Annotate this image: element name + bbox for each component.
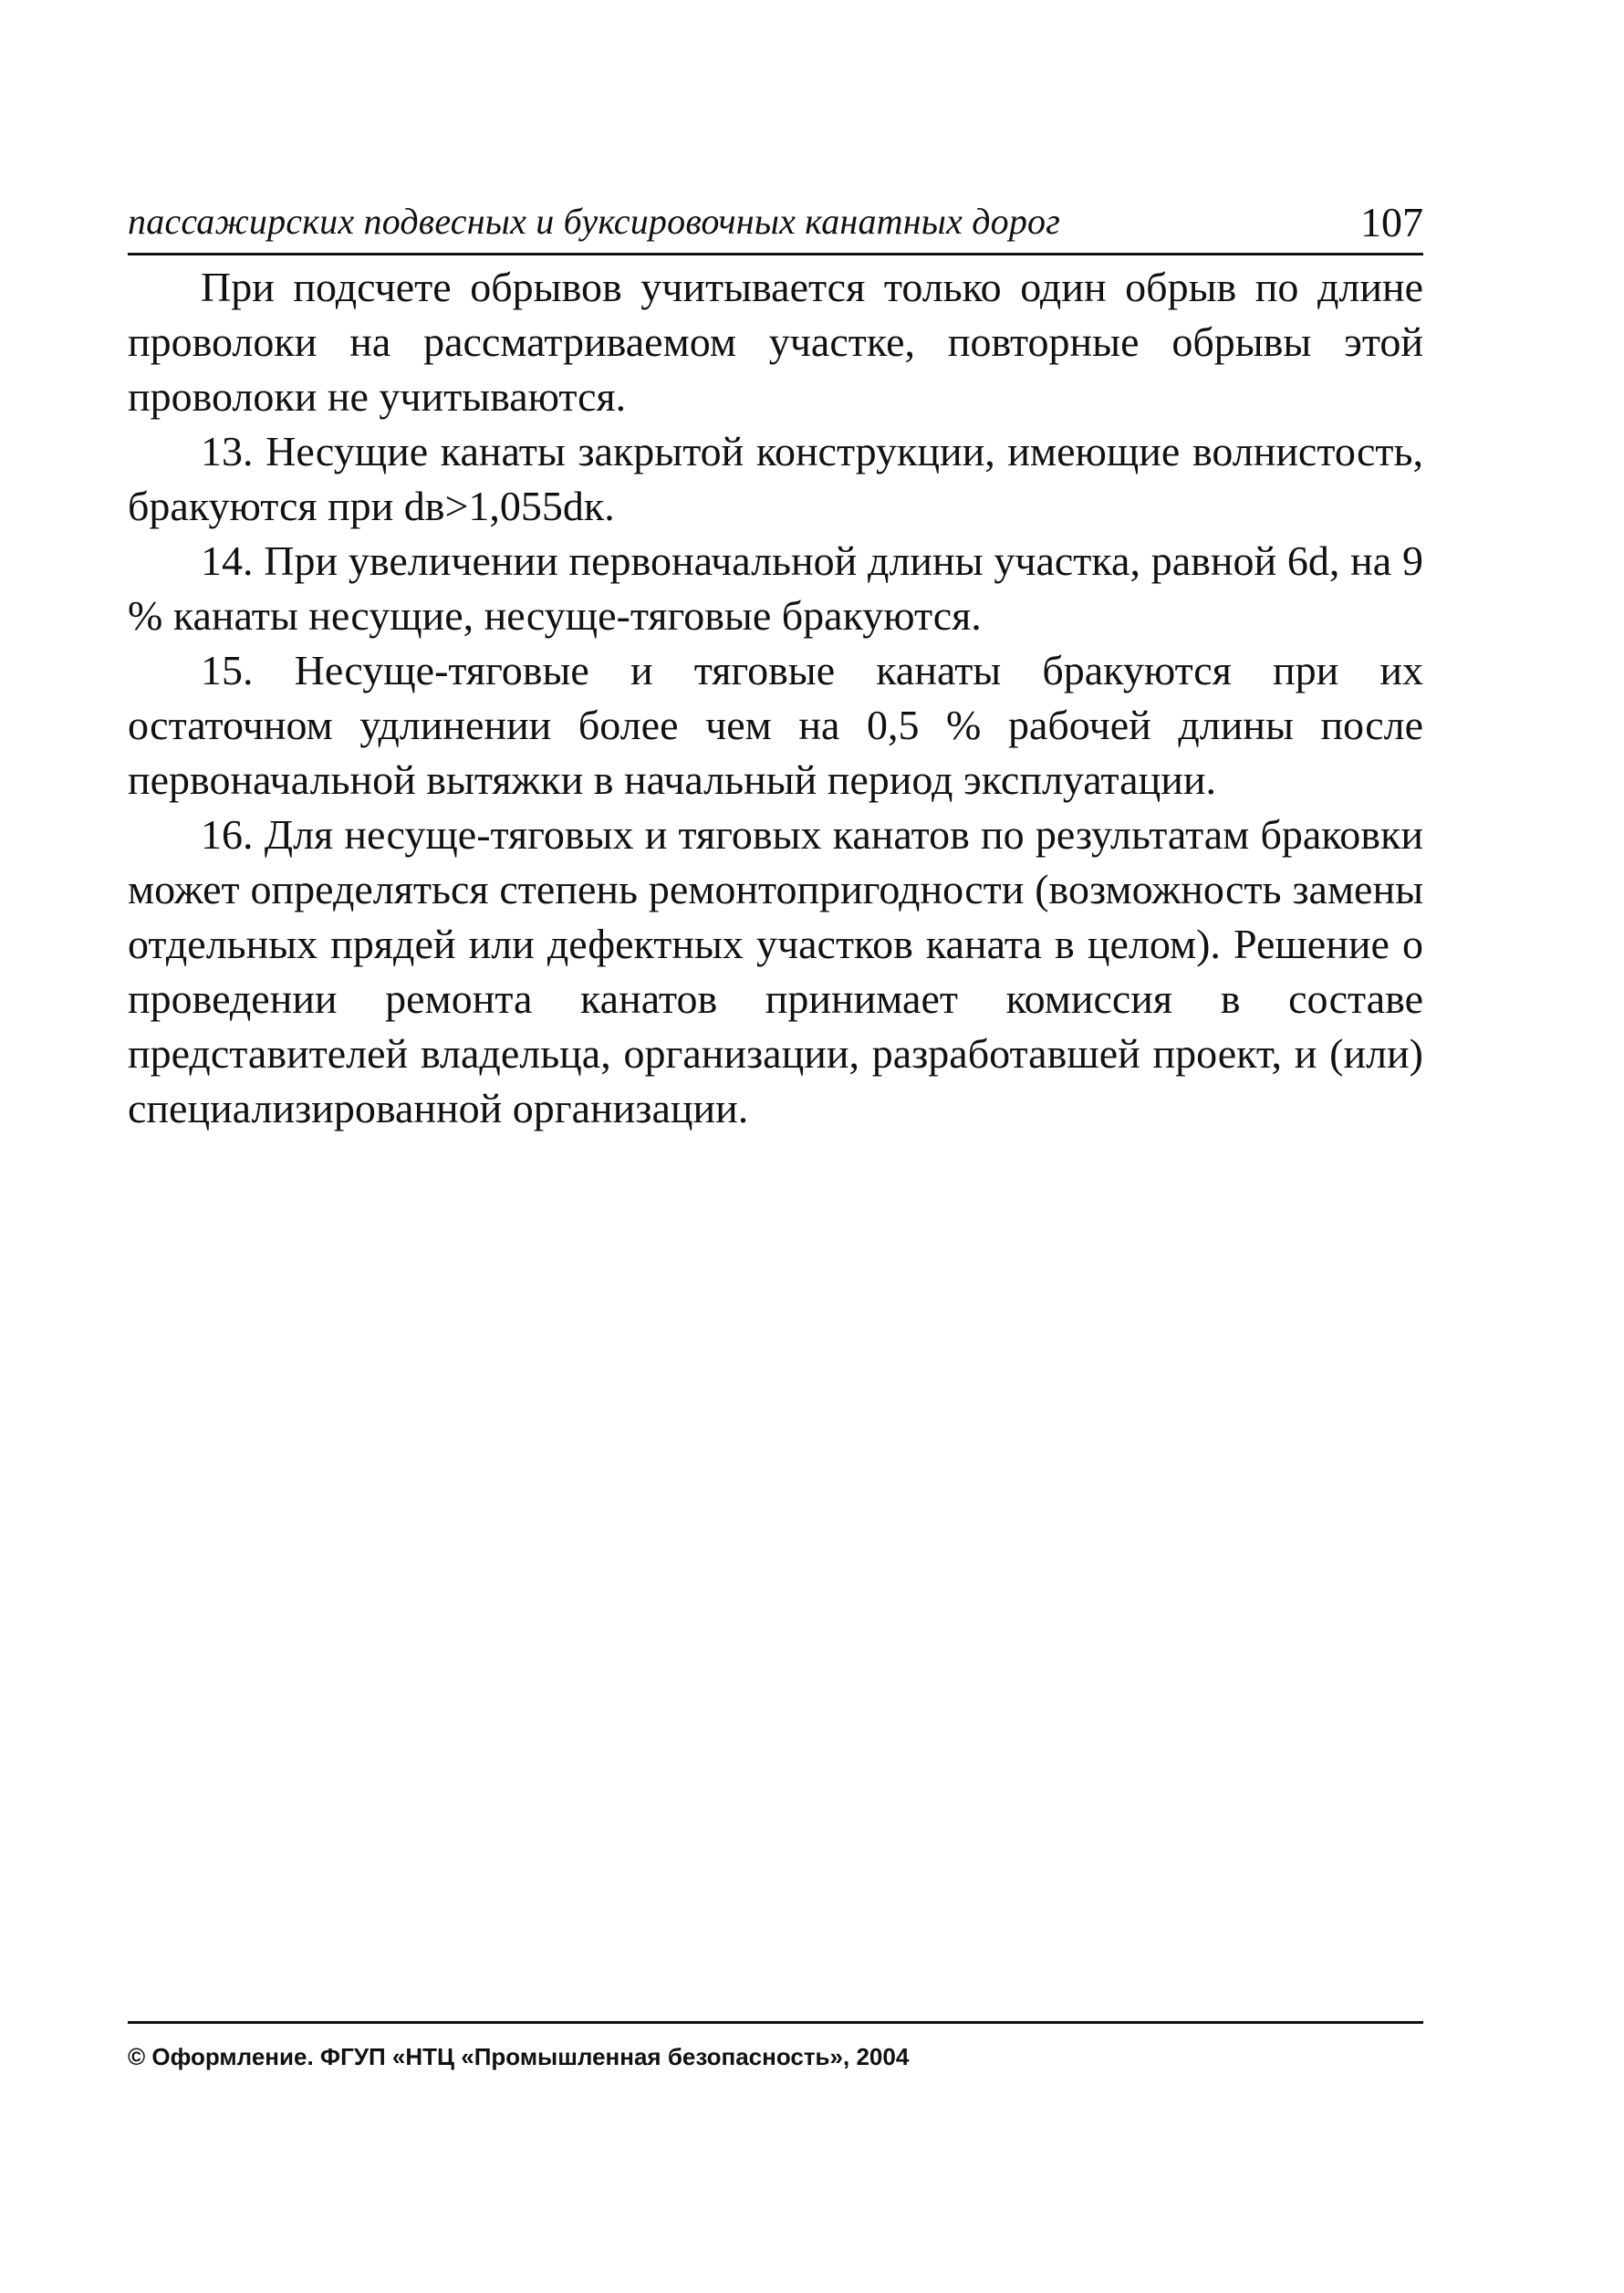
page-number: 107 — [1360, 199, 1423, 245]
body-text — [128, 260, 1423, 1136]
footer-copyright: © Оформление. ФГУП «НТЦ «Промышленная безопасность», 2004 — [128, 2043, 910, 2070]
paragraph-14: 14. При увеличении первоначальной длины участка, равной 6d, на 9 % канаты несущие, несуще-тяговые бракуются. — [128, 537, 1423, 639]
header-rule — [128, 253, 1423, 255]
paragraph-13: 13. Несущие канаты закрытой конструкции, имеющие волнистость, бракуются при dв>1,055dк. — [128, 428, 1423, 529]
footer-rule — [128, 2021, 1423, 2024]
paragraph-16: 16. Для несуще-тяговых и тяговых канатов по результатам браковки может определяться степень ремонтопригодности (возможность замены отдельных прядей или дефектных участков каната в целом). Решение о проведении ремонта канатов принимает комиссия в составе представителей владельца, организации, разработавшей проект, и (или) специализированной организации. — [128, 811, 1423, 1131]
footer — [128, 2021, 1423, 2094]
page-header — [128, 182, 1423, 255]
paragraph-broken-wires-note: При подсчете обрывов учитывается только один обрыв по длине проволоки на рассматриваемом участке, повторные обрывы этой проволоки не учитываются. — [128, 264, 1423, 420]
paragraph-15: 15. Несуще-тяговые и тяговые канаты бракуются при их остаточном удлинении более чем на 0,5 % рабочей длины после первоначальной вытяжки в начальный период эксплуатации. — [128, 647, 1423, 803]
running-title: пассажирских подвесных и буксировочных канатных дорог — [128, 201, 1061, 242]
